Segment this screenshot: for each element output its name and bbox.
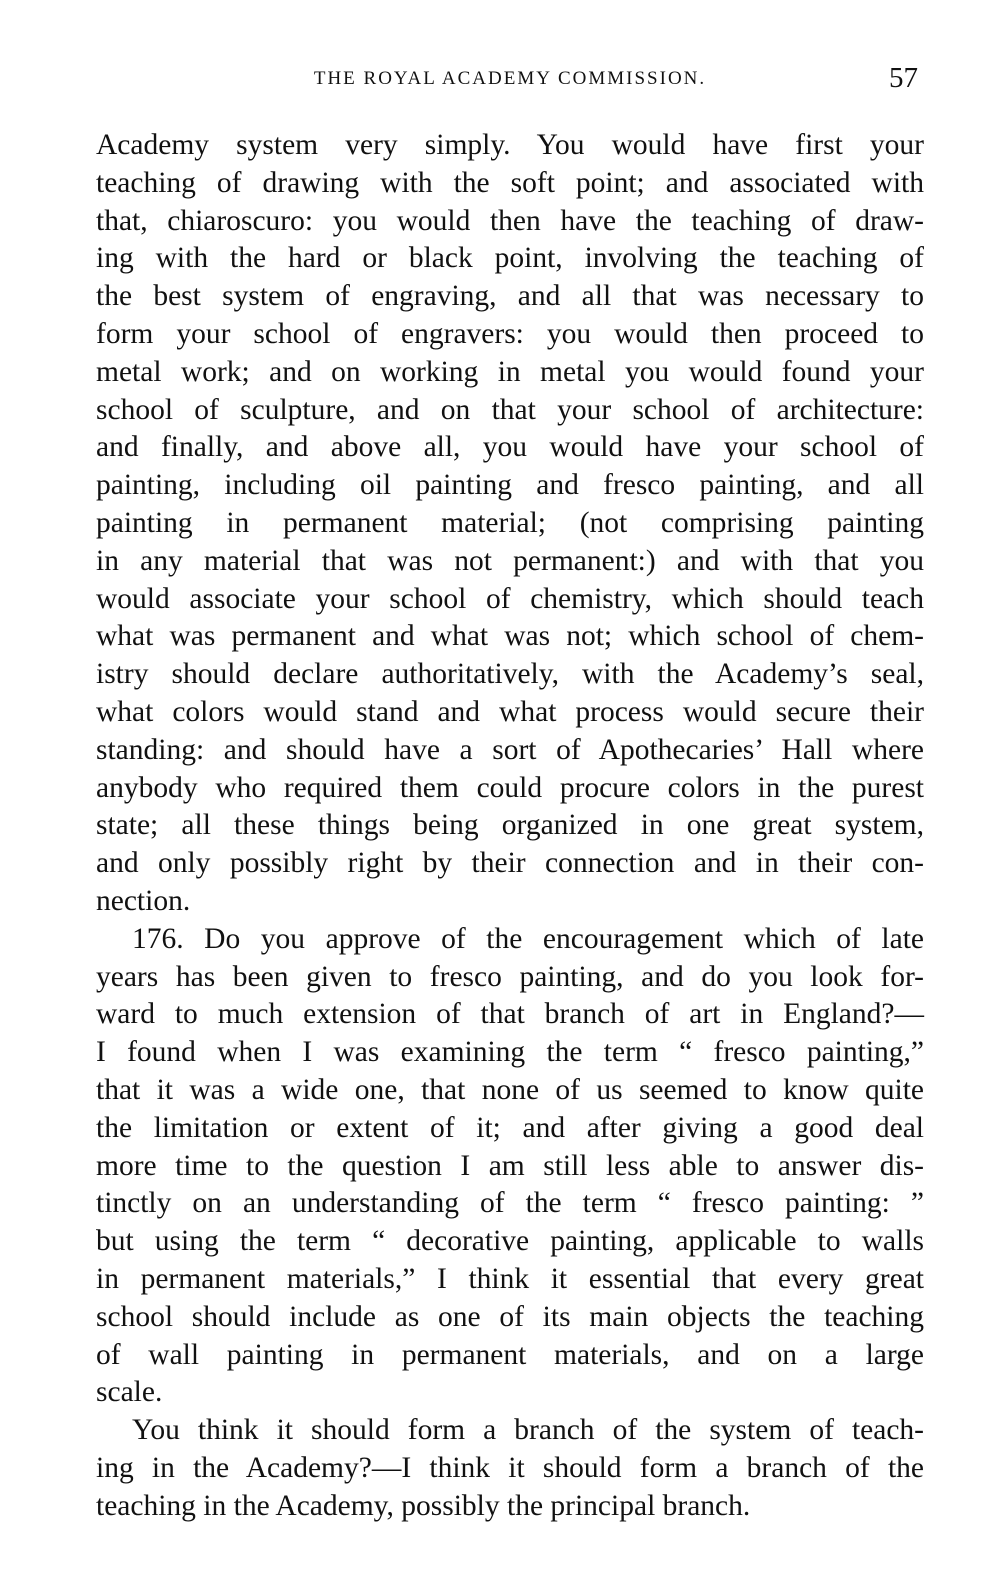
text-line: what was permanent and what was not; which school of chem- xyxy=(96,620,924,653)
text-line: that, chiaroscuro: you would then have the teaching of draw- xyxy=(96,204,924,237)
paragraph-question-176 xyxy=(96,921,924,1412)
text-line: school of sculpture, and on that your school of architecture: xyxy=(96,393,924,426)
text-line: I found when I was examining the term “ fresco painting,” xyxy=(96,1036,924,1069)
text-line: standing: and should have a sort of Apothecaries’ Hall where xyxy=(96,733,924,766)
text-line: ing with the hard or black point, involving the teaching of xyxy=(96,242,924,275)
running-head xyxy=(96,62,924,102)
text-line: Academy system very simply. You would have first your xyxy=(96,129,924,161)
text-line: painting, including oil painting and fresco painting, and all xyxy=(96,469,924,502)
paragraph-followup xyxy=(96,1412,924,1525)
text-line: ing in the Academy?—I think it should form a branch of the xyxy=(96,1451,924,1484)
text-line: in any material that was not permanent:) and with that you xyxy=(96,544,924,577)
running-title: THE ROYAL ACADEMY COMMISSION. xyxy=(313,68,707,89)
text-line: that it was a wide one, that none of us seemed to know quite xyxy=(96,1073,924,1106)
text-line: You think it should form a branch of the system of teach- xyxy=(132,1414,924,1447)
text-line: school should include as one of its main objects the teaching xyxy=(96,1300,924,1333)
text-line: anybody who required them could procure colors in the purest xyxy=(96,771,924,804)
text-line: more time to the question I am still less able to answer dis- xyxy=(96,1149,924,1182)
text-line: teaching of drawing with the soft point; and associated with xyxy=(96,166,924,199)
text-line: the best system of engraving, and all that was necessary to xyxy=(96,280,924,313)
text-line: and only possibly right by their connection and in their con- xyxy=(96,847,924,880)
body-text xyxy=(96,127,924,1525)
paragraph-continuation xyxy=(96,127,924,921)
text-line: but using the term “ decorative painting, applicable to walls xyxy=(96,1225,924,1258)
text-line: the limitation or extent of it; and after giving a good deal xyxy=(96,1111,924,1144)
text-line: would associate your school of chemistry, which should teach xyxy=(96,582,924,615)
page-number: 57 xyxy=(889,62,918,94)
text-line: of wall painting in permanent materials, and on a large xyxy=(96,1338,924,1371)
text-line: metal work; and on working in metal you would found your xyxy=(96,355,924,388)
text-line: years has been given to fresco painting, and do you look for- xyxy=(96,960,924,993)
text-line: teaching in the Academy, possibly the principal branch. xyxy=(96,1489,751,1522)
text-line: and finally, and above all, you would have your school of xyxy=(96,431,924,464)
text-line: what colors would stand and what process would secure their xyxy=(96,695,924,728)
text-line: nection. xyxy=(96,884,191,917)
text-line: painting in permanent material; (not comprising painting xyxy=(96,506,924,539)
text-line: ward to much extension of that branch of art in England?— xyxy=(96,998,924,1031)
text-line: istry should declare authoritatively, with the Academy’s seal, xyxy=(96,658,924,691)
text-line: form your school of engravers: you would then proceed to xyxy=(96,317,924,350)
text-line: state; all these things being organized in one great system, xyxy=(96,809,924,842)
text-line: scale. xyxy=(96,1376,163,1409)
text-line: 176. Do you approve of the encouragement which of late xyxy=(132,922,924,955)
text-line: in permanent materials,” I think it essential that every great xyxy=(96,1262,924,1295)
text-line: tinctly on an understanding of the term “ fresco painting: ” xyxy=(96,1187,924,1220)
